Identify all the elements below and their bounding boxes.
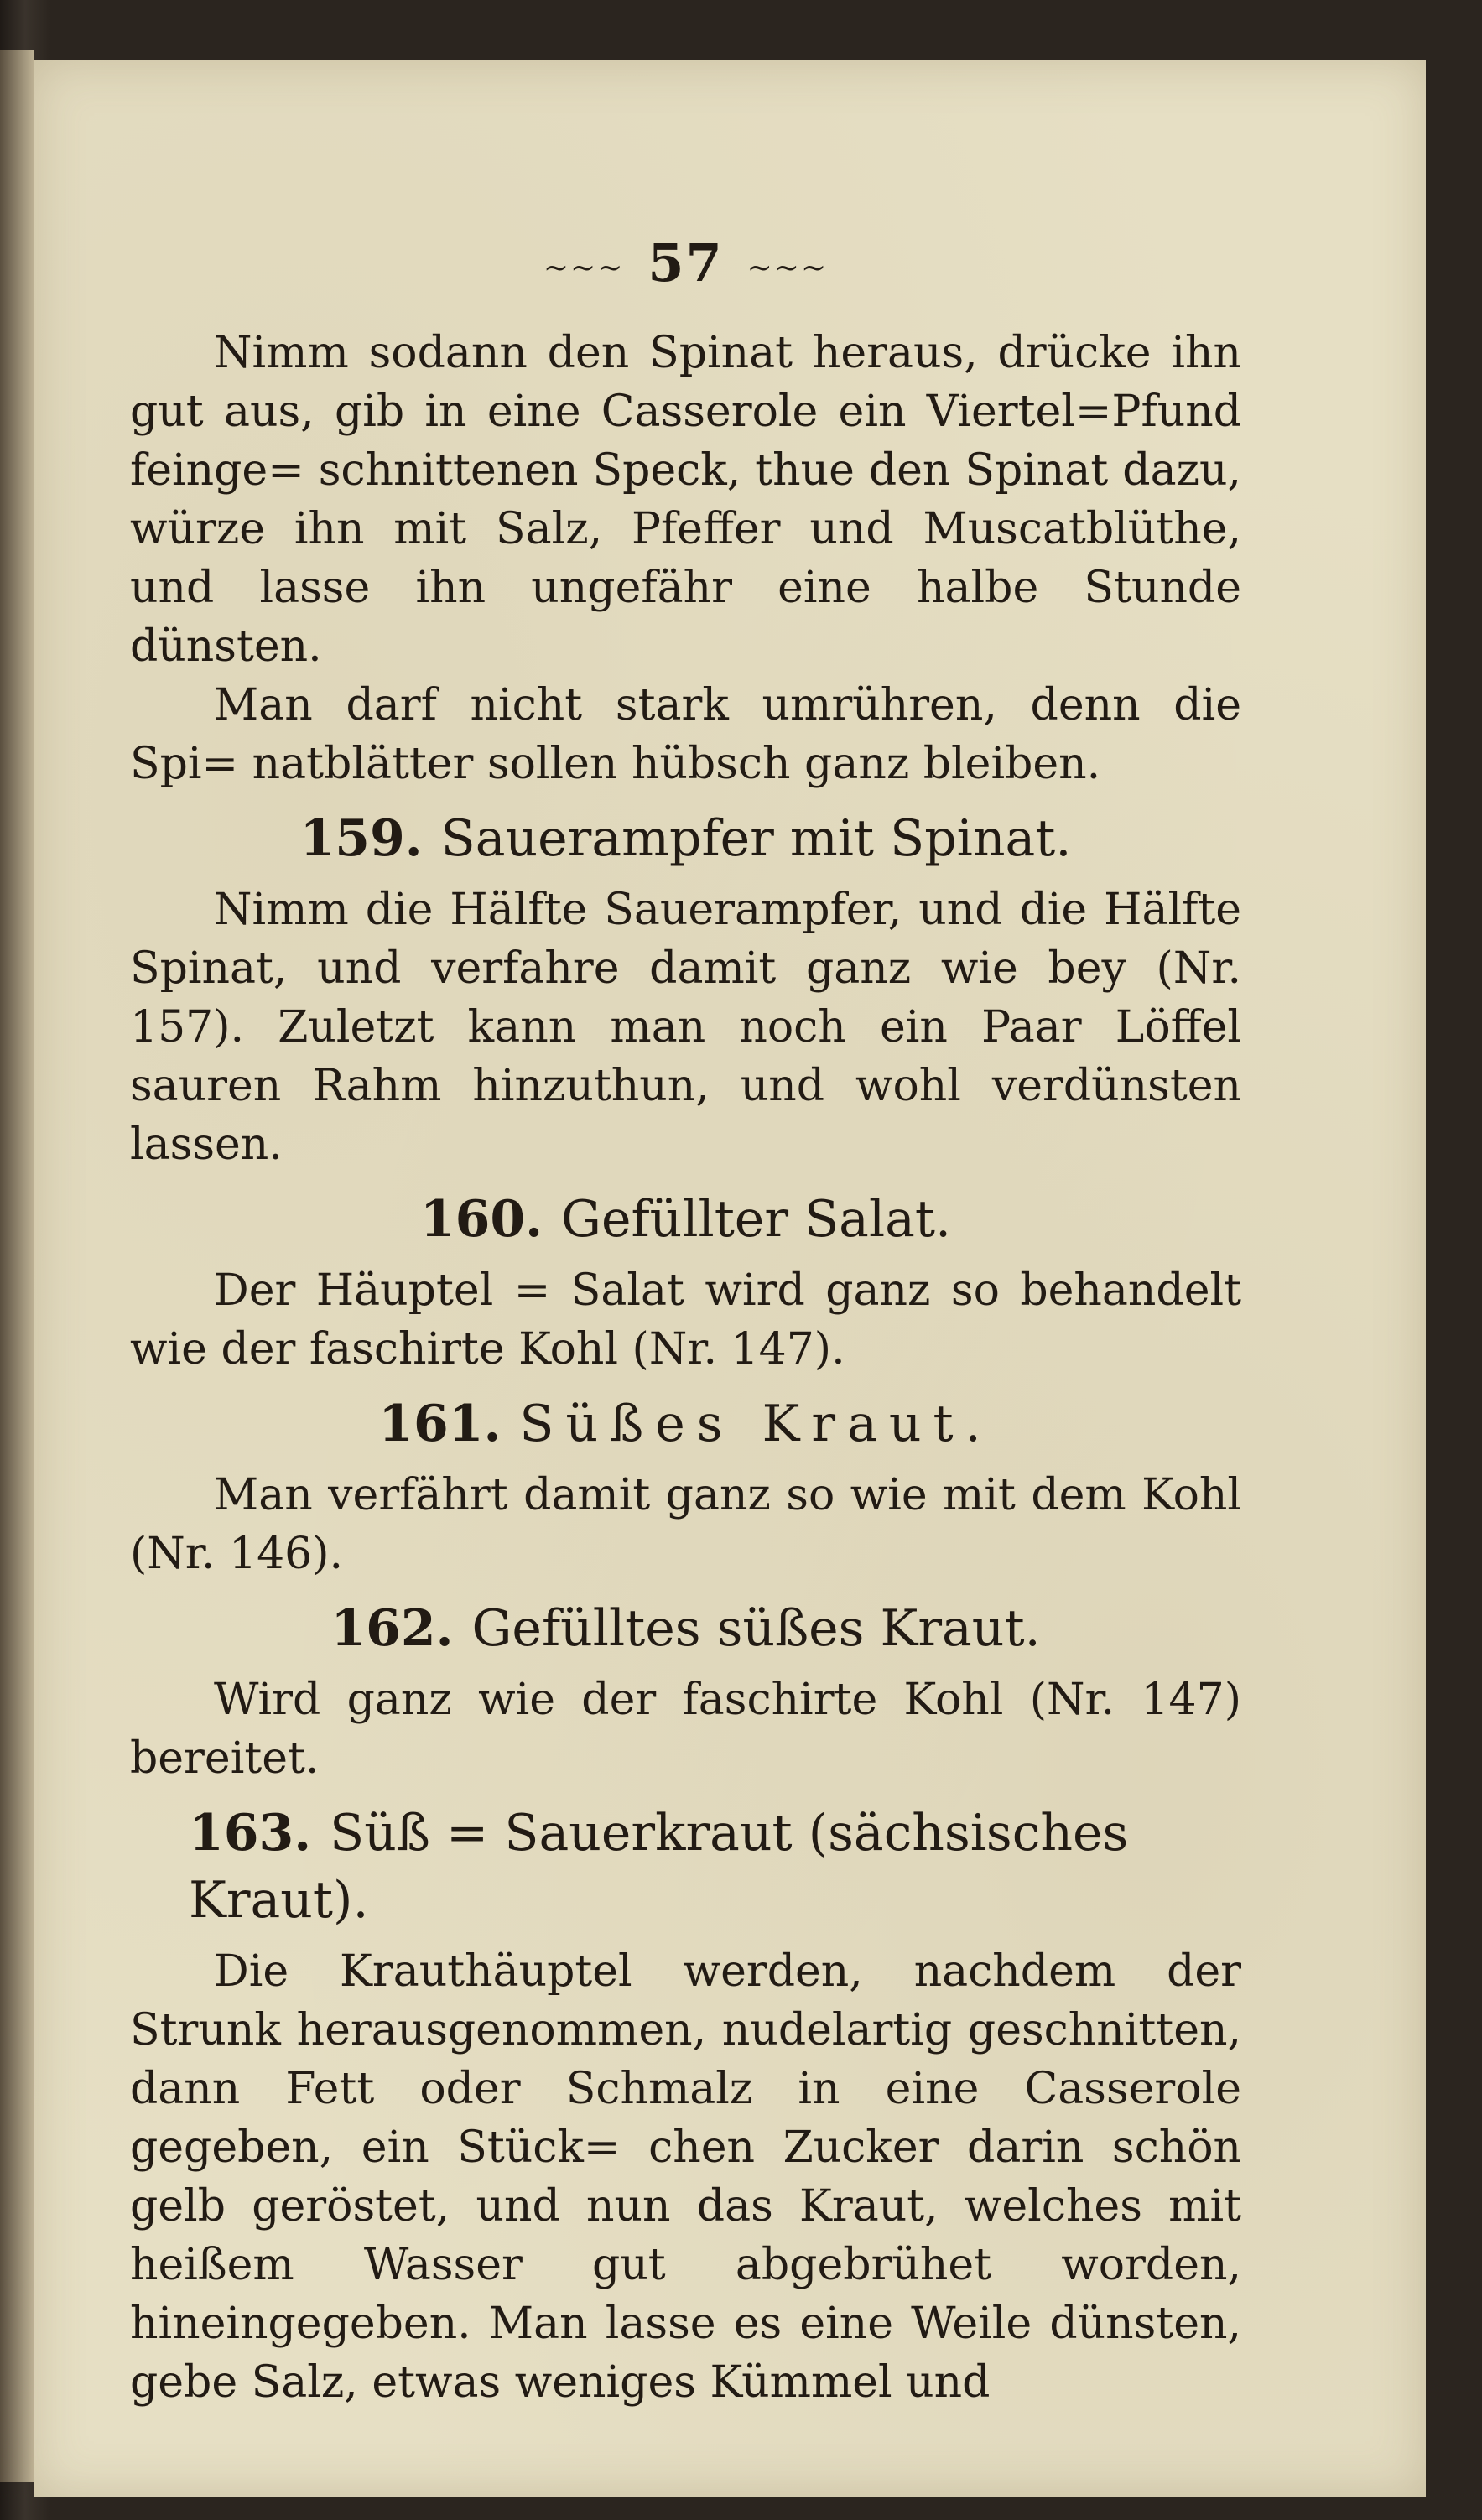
recipe-number: 161. [378, 1395, 502, 1453]
recipe-number: 163. [189, 1804, 312, 1863]
paragraph: Der Häuptel = Salat wird ganz so behandelt wie der faschirte Kohl (Nr. 147). [130, 1265, 1241, 1374]
recipe-title: Süßes Kraut. [519, 1395, 993, 1453]
recipe-heading [130, 1595, 1241, 1662]
page-header [130, 232, 1241, 294]
recipe-number: 162. [330, 1599, 454, 1658]
paragraph: Man verfährt damit ganz so wie mit dem Kohl (Nr. 146). [130, 1470, 1241, 1579]
recipe-number: 160. [419, 1190, 543, 1249]
paragraph: Nimm die Hälfte Sauerampfer, und die Hälfte Spinat, und verfahre damit ganz wie bey (Nr. 157). Zuletzt kann man noch ein Paar Löffel sauren Rahm hinzuthun, und wohl verdünsten lassen. [130, 885, 1241, 1170]
paragraph: Nimm sodann den Spinat heraus, drücke ihn gut aus, gib in eine Casserole ein Viertel=Pfund feinge= schnittenen Speck, thue den Spinat dazu, würze ihn mit Salz, Pfeffer und Muscatblüthe, und lasse ihn ungefähr eine halbe Stunde dünsten. [130, 328, 1241, 672]
recipe-title: Süß = Sauerkraut (sächsisches Kraut). [189, 1804, 1129, 1930]
recipe-title: Gefülltes süßes Kraut. [471, 1599, 1041, 1658]
page-text [130, 232, 1241, 2412]
recipe-heading [130, 1186, 1241, 1253]
paragraph: Die Krauthäuptel werden, nachdem der Strunk herausgenommen, nudelartig geschnitten, dann Fett oder Schmalz in eine Casserole gegeben, ein Stück= chen Zucker darin schön gelb geröstet, und nun das Kraut, welches mit heißem Wasser gut abgebrühet worden, hineingegeben. Man lasse es eine Weile dünsten, gebe Salz, etwas weniges Kümmel und [130, 1946, 1241, 2408]
paragraph: Man darf nicht stark umrühren, denn die Spi= natblätter sollen hübsch ganz bleiben. [130, 680, 1241, 789]
book-page [34, 60, 1426, 2497]
recipe-heading [130, 805, 1241, 872]
recipe-title: Sauerampfer mit Spinat. [440, 809, 1072, 868]
page-number: 57 [647, 232, 724, 294]
paragraph: Wird ganz wie der faschirte Kohl (Nr. 147) bereitet. [130, 1675, 1241, 1784]
recipe-heading [130, 1800, 1241, 1934]
facing-page-edge [0, 50, 34, 2482]
header-ornament-right: ~~~ [746, 250, 829, 285]
header-ornament-left: ~~~ [543, 250, 625, 285]
recipe-title: Gefüllter Salat. [561, 1190, 952, 1249]
recipe-heading [130, 1390, 1241, 1457]
recipe-number: 159. [299, 809, 423, 868]
